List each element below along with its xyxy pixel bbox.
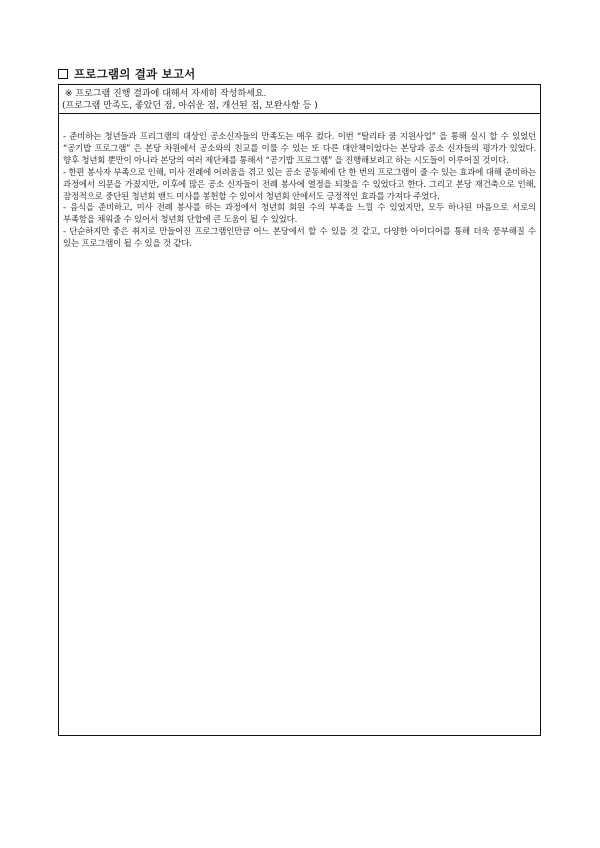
report-paragraph-outlook: - 단순하지만 좋은 취지로 만들어진 프로그램인만큼 어느 본당에서 할 수 있을 것 같고, 다양한 아이디어를 통해 더욱 풍부해질 수 있는 프로그램이 될 수 있을 것 같다. xyxy=(63,226,536,249)
instruction-hint: (프로그램 만족도, 좋았던 점, 아쉬운 점, 개선된 점, 보완사항 등 ) xyxy=(62,101,318,111)
report-body xyxy=(59,114,540,250)
instruction-line: ※ 프로그램 진행 결과에 대해서 자세히 작성하세요. xyxy=(65,89,267,99)
checkbox-icon xyxy=(58,69,68,79)
section-heading xyxy=(58,66,196,82)
report-box xyxy=(58,84,541,736)
report-paragraph-members: - 음식을 준비하고, 미사 전례 봉사를 하는 과정에서 청년회 회원 수의 부족을 느낄 수 있었지만, 모두 하나된 마음으로 서로의 부족함을 채워줄 수 있어서 청년회 단합에 큰 도움이 될 수 있었다. xyxy=(63,202,536,225)
report-paragraph-volunteers: - 한편 봉사자 부족으로 인해, 미사 전례에 어려움을 겪고 있는 공소 공동체에 단 한 번의 프로그램이 줄 수 있는 효과에 대해 준비하는 과정에서 의문을 가졌지만, 이후에 많은 공소 신자들이 전례 봉사에 열정을 되찾을 수 있었다고 한다. 그리고 본당 재건축으로 인해, 잠정적으로 중단된 청년회 밴드 미사를 봉헌할 수 있어서 청년회 안에서도 긍정적인 효과를 가져다 주었다. xyxy=(63,166,536,201)
instruction-block xyxy=(59,85,540,114)
blank-line xyxy=(63,119,536,131)
report-paragraph-satisfaction: - 준비하는 청년들과 프리그램의 대상인 공소신자들의 만족도는 매우 컸다. 이번 “탈리타 쿰 지원사업” 을 통해 실시 할 수 있었던 “공기밥 프로그램” 은 본당 차원에서 공소와의 친교를 이룰 수 있는 또 다른 대안책이었다는 본당과 공소 신자들의 평가가 있었다. 향후 청년회 뿐만이 아니라 본당의 여러 제단체를 통해서 “공기밥 프로그램” 을 진행해보려고 하는 시도들이 이루어질 것이다. xyxy=(63,131,536,165)
section-title: 프로그램의 결과 보고서 xyxy=(74,67,196,81)
